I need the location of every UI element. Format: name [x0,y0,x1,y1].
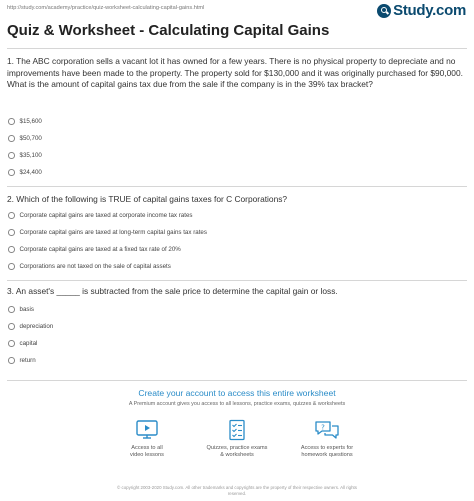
copyright-footer [0,485,474,496]
question-2-option-c[interactable] [8,246,181,253]
question-3-option-a[interactable] [8,306,34,313]
feature-label-line1: Access to all [131,445,163,451]
feature-label-line1: Access to experts for [300,445,354,451]
question-2-option-b[interactable] [8,229,207,236]
option-label: $50,700 [19,135,42,142]
feature-label-line2: video lessons [130,452,164,458]
option-label: $35,100 [19,152,42,159]
copyright-line2: reserved. [227,490,247,496]
promo-subtitle: A Premium account gives you access to all lessons, practice exams, quizzes & worksheets [128,401,346,407]
radio-button[interactable] [8,118,15,125]
feature-experts [272,419,382,459]
question-2-option-a[interactable] [8,212,193,219]
question-3-option-c[interactable] [8,340,37,347]
question-divider [7,186,467,187]
option-label: Corporate capital gains are taxed at corporate income tax rates [19,212,193,219]
page-title: Quiz & Worksheet - Calculating Capital Gains [7,22,330,39]
question-1-option-b[interactable] [8,135,42,142]
radio-button[interactable] [8,340,15,347]
option-label: return [19,357,36,364]
question-divider [7,280,467,281]
radio-button[interactable] [8,152,15,159]
option-label: Corporate capital gains are taxed at a fixed tax rate of 20% [19,246,181,253]
question-3-option-d[interactable] [8,357,36,364]
quiz-checklist-icon [224,419,250,441]
radio-button[interactable] [8,263,15,270]
question-2-option-d[interactable] [8,263,171,270]
option-label: $15,600 [19,118,42,125]
radio-button[interactable] [8,169,15,176]
radio-button[interactable] [8,323,15,330]
magnifier-logo-icon [377,4,391,18]
video-lesson-icon [134,419,160,441]
page-header [0,0,474,22]
study-logo[interactable] [377,2,466,19]
radio-button[interactable] [8,229,15,236]
copyright-line1: © copyright 2003-2020 Study.com. All other trademarks and copyrights are the property of their respective owners. All rights [117,485,357,490]
svg-text:?: ? [321,423,325,432]
radio-button[interactable] [8,357,15,364]
option-label: capital [19,340,38,347]
question-1-option-c[interactable] [8,152,42,159]
question-3-option-b[interactable] [8,323,53,330]
feature-label-line2: & worksheets [220,452,254,458]
promo-divider [7,380,467,381]
feature-label-line1: Quizzes, practice exams [206,445,268,451]
expert-chat-icon [314,419,340,441]
option-label: basis [19,306,34,313]
question-3-text: 3. An asset's _____ is subtracted from the sale price to determine the capital gain or loss. [7,286,338,296]
title-divider [7,48,467,49]
option-label: depreciation [19,323,54,330]
logo-text: Study.com [393,2,466,19]
radio-button[interactable] [8,135,15,142]
question-1-option-d[interactable] [8,169,42,176]
question-1-option-a[interactable] [8,118,42,125]
option-label: $24,400 [19,169,42,176]
radio-button[interactable] [8,306,15,313]
radio-button[interactable] [8,246,15,253]
option-label: Corporations are not taxed on the sale of capital assets [19,263,171,270]
radio-button[interactable] [8,212,15,219]
create-account-link[interactable]: Create your account to access this entire worksheet [138,388,336,398]
option-label: Corporate capital gains are taxed at long-term capital gains tax rates [19,229,207,236]
feature-label-line2: homework questions [301,452,353,458]
question-1-text: 1. The ABC corporation sells a vacant lot it has owned for a few years. There is no physical property to depreciate and no improvements have been made to the property. The property sold for $130,000 and it was originally purchased for $90,000. What is the amount of capital gains tax due from the sale if the company is in the 39% tax bracket? [7,56,463,90]
question-2-text: 2. Which of the following is TRUE of capital gains taxes for C Corporations? [7,194,288,204]
page-url[interactable]: http://study.com/academy/practice/quiz-worksheet-calculating-capital-gains.html [7,5,205,11]
